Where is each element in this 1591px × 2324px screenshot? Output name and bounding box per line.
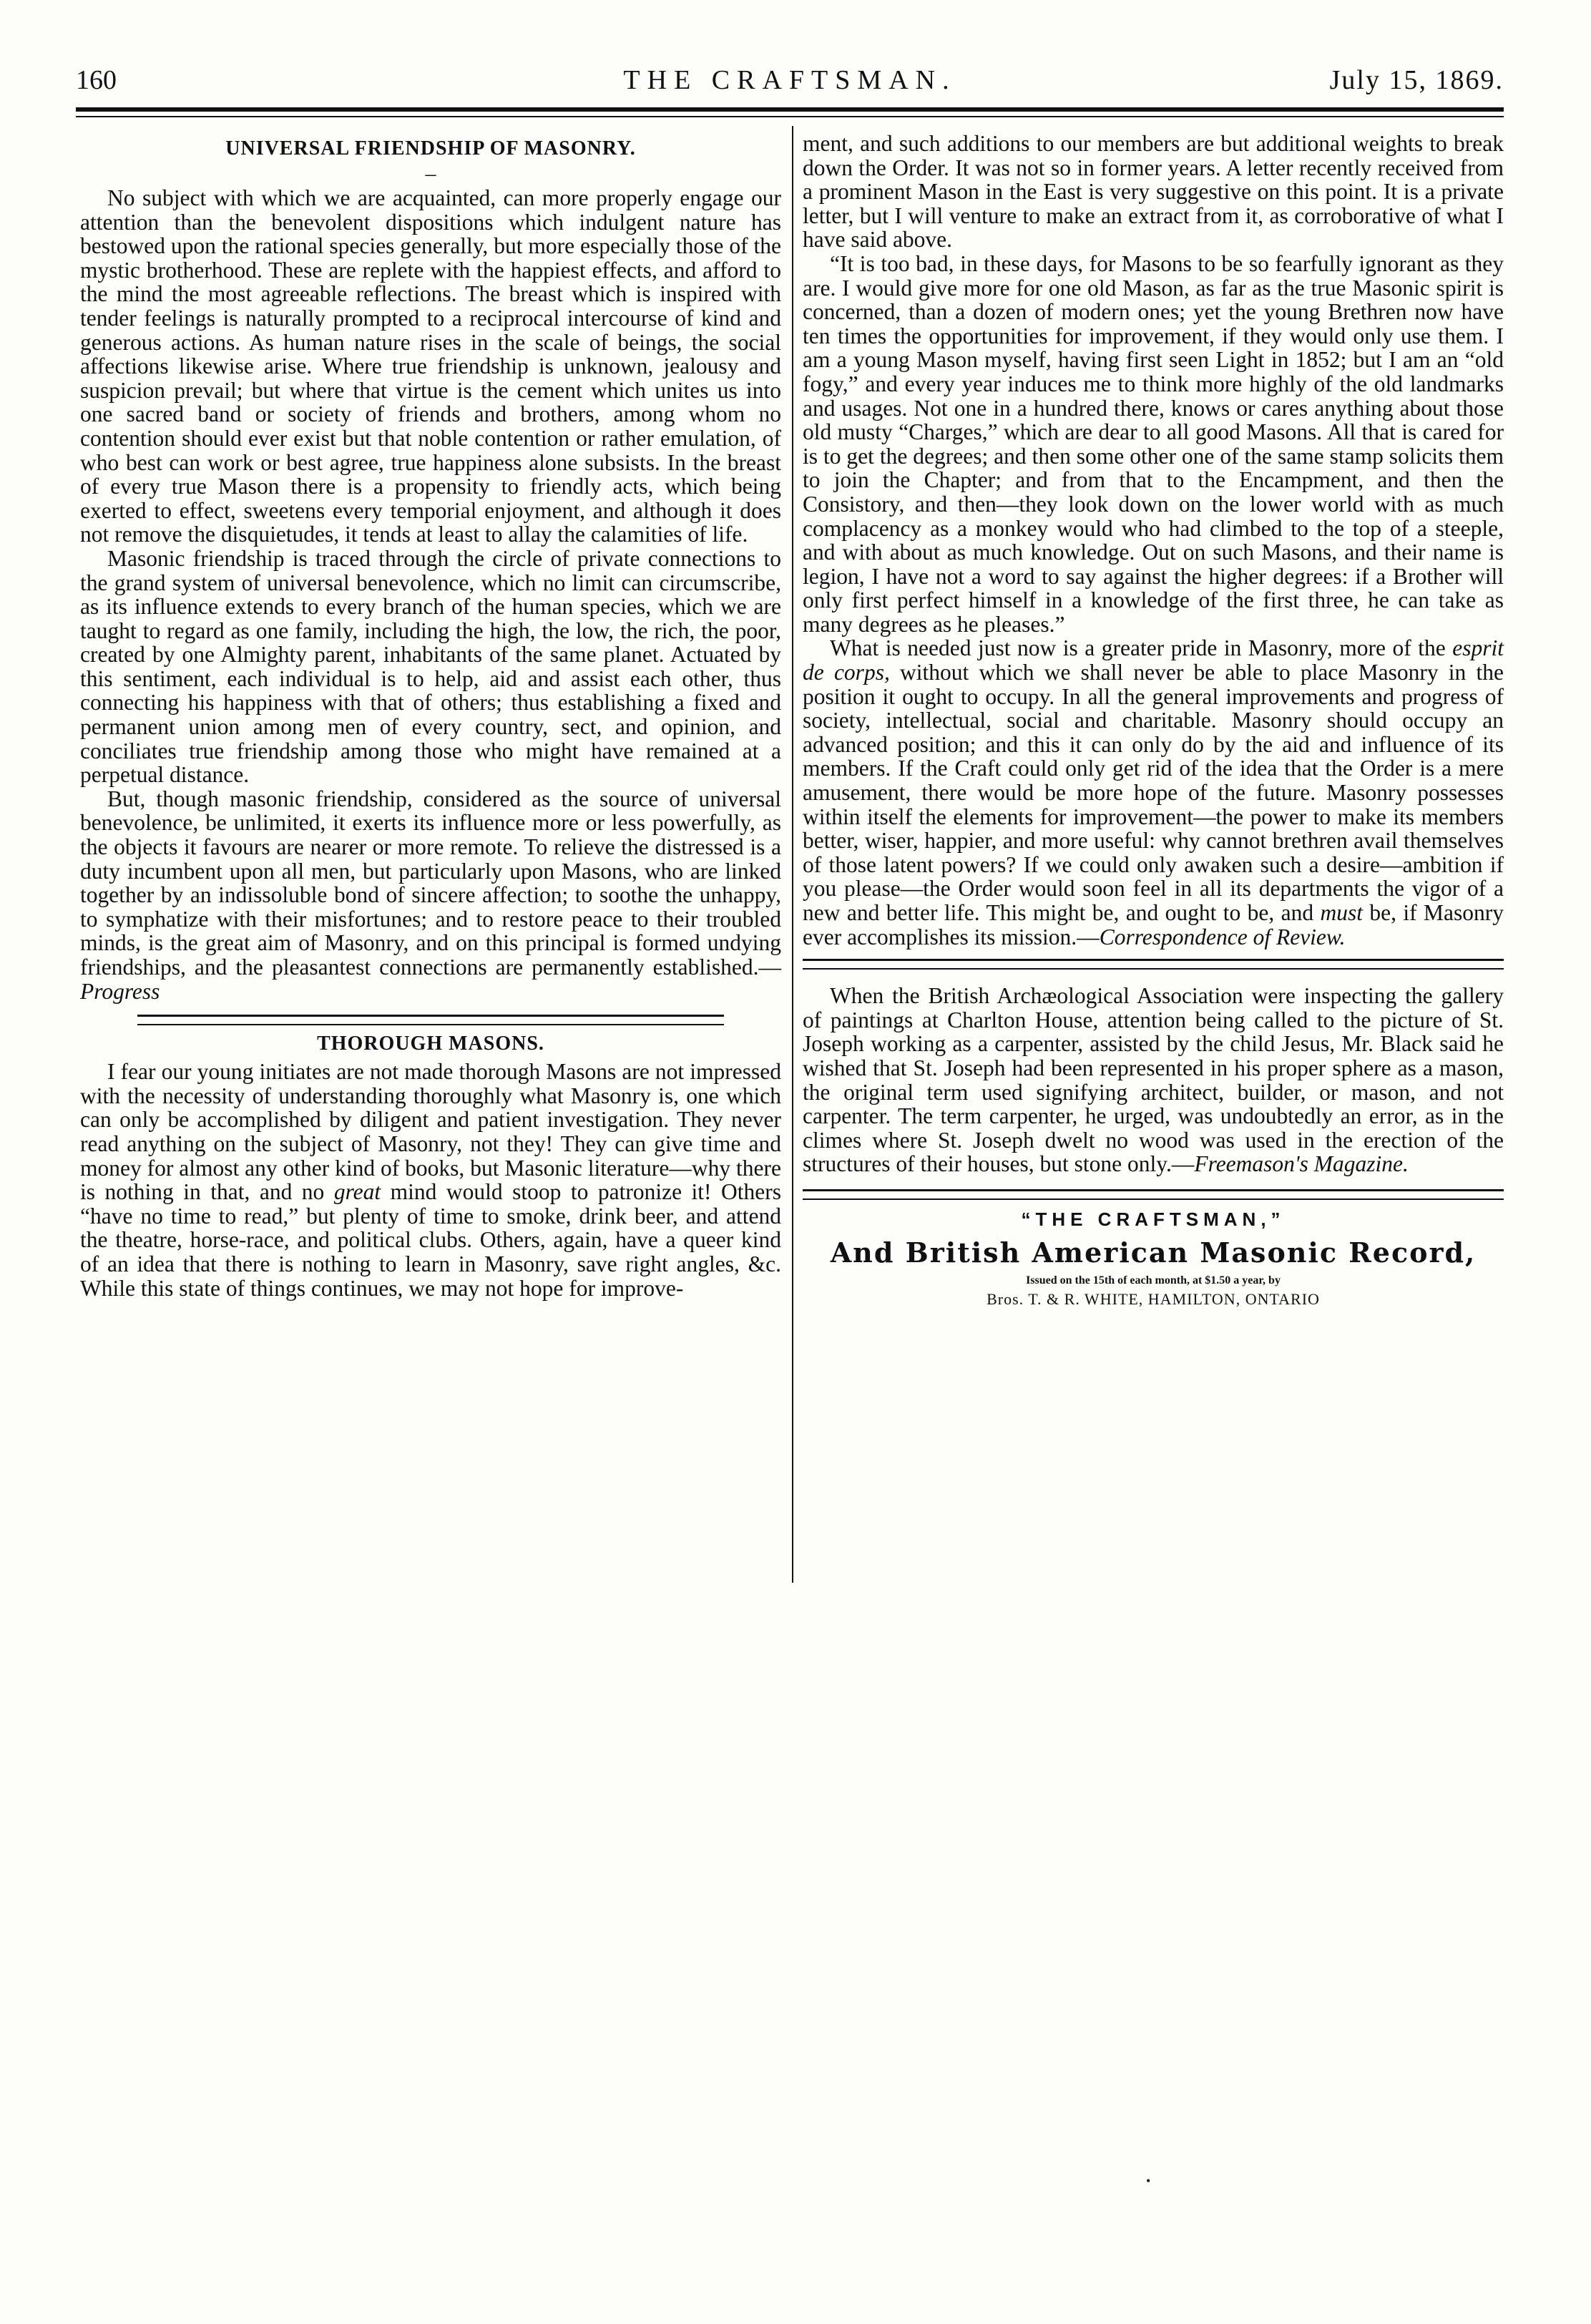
paragraph-text: I fear our young initiates are not made thorough Masons are not impressed with the necessity of understanding thoroughly what Masonry is, one which can only be accomplished by diligent and patient investigation. They never read anything on the subject of Masonry, not they! They can give time and money for almost any other kind of books, but Masonic literature—why there is nothing in that, and no	[80, 1059, 781, 1205]
title-dash: –	[425, 162, 436, 185]
paragraph	[80, 787, 781, 1003]
left-column	[80, 132, 781, 1300]
masthead-subtitle: And British American Masonic Record,	[830, 1236, 1477, 1269]
masthead-title: “THE CRAFTSMAN,”	[1021, 1208, 1286, 1230]
paragraph: Masonic friendship is traced through the circle of private connections to the grand system of universal benevolence, which no limit can circumscribe, as its influence extends to every branch of the human species, which we are taught to regard as one family, including the high, the low, the rich, the poor, created by one Almighty parent, inhabitants of the same planet. Actuated by this sentiment, each individual is to help, aid and assist each other, thus connecting his happiness with that of others; thus establishing a fixed and permanent union among men of every country, sect, and opinion, and conciliates true friendship among those who might have remained at a perpetual distance.	[80, 545, 781, 788]
paragraph: No subject with which we are acquainted, can more properly engage our attention than the benevolent dispositions which indulgent nature has bestowed upon the rational species generally, but more especially those of the mystic brotherhood. These are replete with the happiest effects, and afford to the mind the most agreeable reflections. The breast which is inspired with tender feelings is naturally prompted to a reciprocal intercourse of kind and generous actions. As human nature rises in the scale of beings, the social affections likewise arise. Where true friendship is unknown, jealousy and suspicion prevail; but where that virtue is the cement which unites us into one sacred band or society of friends and brothers, among whom no contention should ever exist but that noble contention or rather emulation, of who best can work or best agree, true happiness alone subsists. In the breast of every true Mason there is a propensity to friendly acts, which being exerted to effect, sweetens every temporial enjoyment, and although it does not remove the disquietudes, it tends at least to allay the calamities of life.	[80, 185, 781, 547]
masthead-issue-line: Issued on the 15th of each month, at $1.50 a year, by	[1026, 1274, 1281, 1286]
source-credit: Freemason's Magazine.	[1194, 1151, 1409, 1177]
paragraph-text: But, though masonic friendship, considered as the source of universal benevolence, be unlimited, it exerts its influence more or less powerfully, as the objects it favours are nearer or more remote. To relieve the distressed is a duty incumbent upon all men, but particularly upon Masons, who are linked together by an indissoluble bond of sincere affection; to soothe the unhappy, to symphatize with their misfortunes; and to restore peace to their troubled minds, is the great aim of Masonry, and on this principal is formed undying friendships, and the pleasantest connections are permanently established.—	[80, 786, 781, 980]
header-rule-thin	[76, 116, 1504, 117]
header-rule-thick	[76, 107, 1504, 112]
journal-title: THE CRAFTSMAN.	[623, 65, 956, 95]
column-divider	[792, 126, 793, 1583]
issue-date: July 15, 1869.	[1329, 65, 1504, 95]
paragraph	[803, 636, 1504, 949]
paragraph-continued: ment, and such additions to our members are but additional weights to break down the Order. It was not so in former years. A letter recently received from a prominent Mason in the East is very suggestive on this point. It is a private letter, but I will venture to make an extract from it, as corroborative of what I have said above.	[803, 131, 1504, 253]
masthead-publisher: Bros. T. & R. WHITE, HAMILTON, ONTARIO	[987, 1289, 1320, 1308]
article-title-universal-friendship: UNIVERSAL FRIENDSHIP OF MASONRY.	[225, 137, 636, 160]
emphasis: must	[1320, 900, 1363, 925]
article-separator	[803, 959, 1504, 970]
emphasis: great	[333, 1179, 381, 1205]
paragraph-text: What is needed just now is a greater pride in Masonry, more of the	[830, 635, 1453, 661]
emphasis: esprit de corps,	[803, 635, 1504, 685]
paragraph-text: without which we shall never be able to place Masonry in the position it ought to occupy. In all the general improvements and progress of society, intellectual, social and charitable. Masonry should occupy an advanced position; and this it can only do by the aid and influence of its members. If the Craft could only get rid of the idea that the Order is a mere amusement, there would be more hope of the future. Masonry possesses within itself the elements for improvement—the power to make its members better, wiser, happier, and more useful: why cannot brethren avail themselves of those latent powers? If we could only awaken such a desire—ambition if you please—the Order would soon feel in all its departments the vigor of a new and better life. This might be, and ought to be, and	[803, 660, 1504, 925]
paragraph: “It is too bad, in these days, for Masons to be so fearfully ignorant as they are. I would give more for one old Mason, as far as the true Masonic spirit is concerned, than a dozen of modern ones; yet the young Brethren now have ten times the opportunities for improvement, if they would only use them. I am a young Mason myself, having first seen Light in 1852; but I am an “old fogy,” and every year induces me to think more highly of the old landmarks and usages. Not one in a hundred there, knows or cares anything about those old musty “Charges,” which are dear to all good Masons. All that is cared for is to get the degrees; and then some other one of the same stamp solicits them to join the Chapter; and from that to the Encampment, and then the Consistory, and then—they look down on the lower world with as much complacency as a monkey would who had climbed to the top of a steeple, and with about as much knowledge. Out on such Masons, and their name is legion, I have not a word to say against the higher degrees: if a Brother will only first perfect himself in a knowledge of the first three, he can take as many degrees as he pleases.”	[803, 250, 1504, 637]
page-number: 160	[76, 65, 117, 95]
masthead	[803, 1209, 1504, 1309]
paragraph-text: When the British Archæological Association were inspecting the gallery of paintings at Charlton House, attention being called to the picture of St. Joseph working as a carpenter, assisted by the child Jesus, Mr. Black said he wished that St. Joseph had been represented in his proper sphere as a mason, the original term used signifying architect, builder, or mason, and not carpenter. The term carpenter, he urged, was undoubtedly an error, as in the climes where St. Joseph dwelt no wood was used in the erection of the structures of their houses, but stone only.—	[803, 983, 1504, 1177]
article-separator	[137, 1015, 724, 1025]
paragraph-text: mind would stoop to patronize it! Others “have no time to read,” but plenty of time to smoke, drink beer, and attend the theatre, horse-race, and political clubs. Others, again, have a queer kind of an idea that there is nothing to learn in Masonry, save right angles, &c. While this state of things continues, we may not hope for improve-	[80, 1179, 781, 1301]
right-column	[803, 132, 1504, 1309]
page-mark: •	[1146, 2174, 1151, 2188]
source-credit: Correspondence of Review.	[1099, 924, 1346, 949]
paragraph	[80, 1060, 781, 1300]
paragraph-text: be, if Masonry ever accomplishes its mission.—	[803, 900, 1504, 949]
source-credit: Progress	[80, 978, 160, 1004]
masthead-separator	[803, 1189, 1504, 1200]
article-title-thorough-masons: THOROUGH MASONS.	[317, 1032, 544, 1055]
paragraph	[803, 984, 1504, 1176]
page-header	[76, 60, 1504, 100]
